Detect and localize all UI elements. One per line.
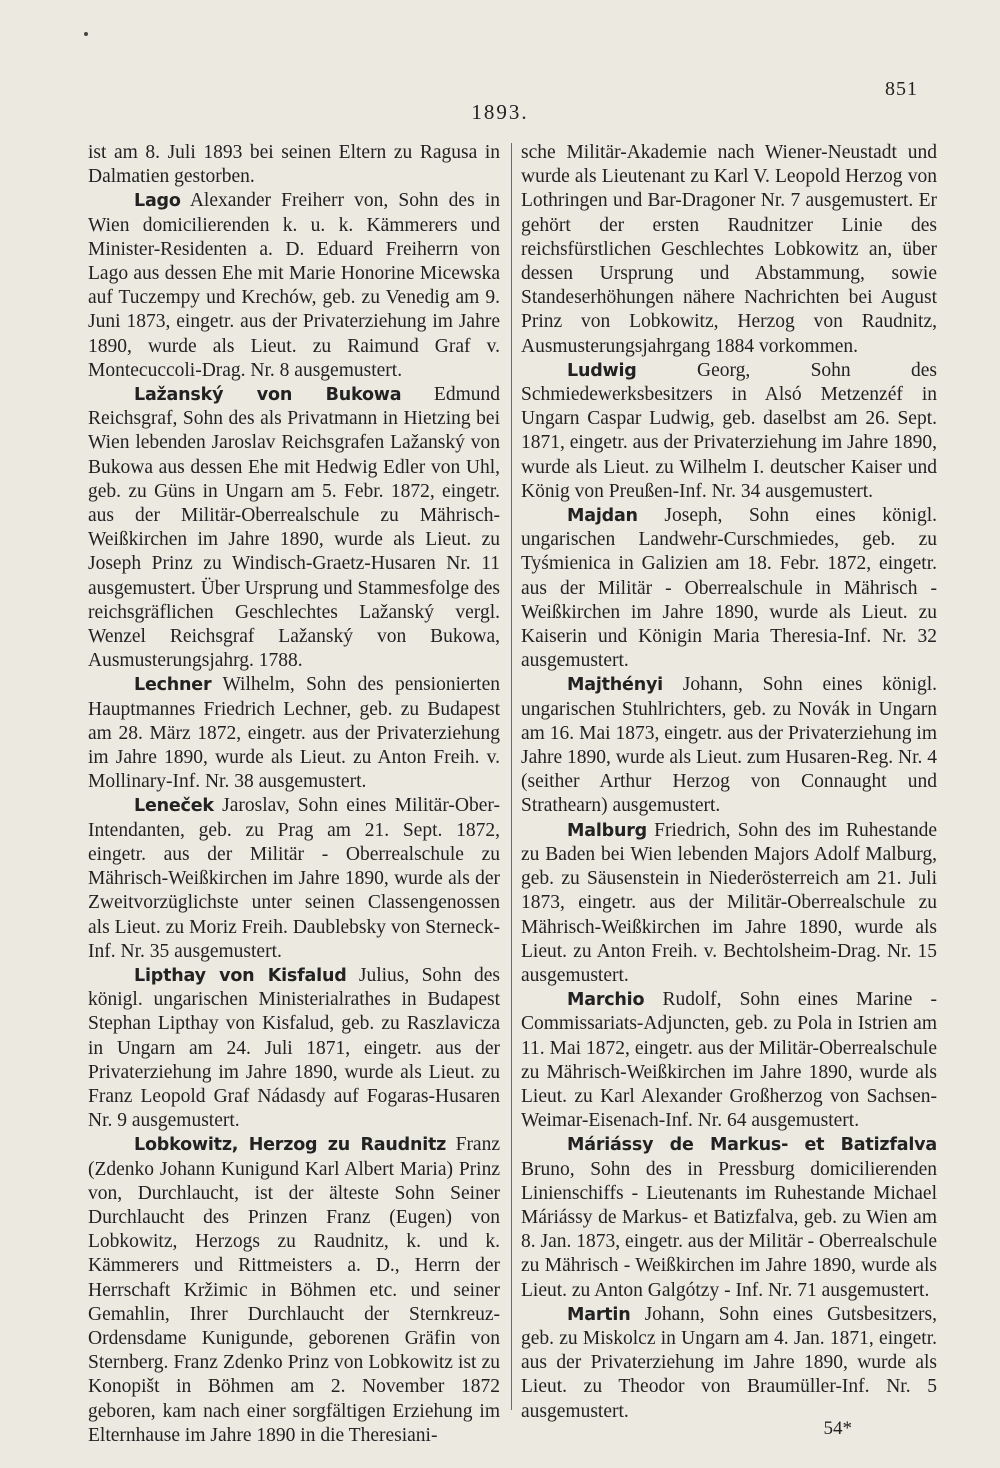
entry-lago [88, 189, 500, 383]
entry-text: Johann, Sohn eines königl. ungarischen Stuhlrichters, geb. zu Novák in Ungarn am 16. Mai 1873, eingetr. aus der Privaterziehung im Jahre 1890, wurde als Lieut. zum Husaren-Reg. Nr. 4 (seither Arthur Herzog von Connaught und Strathearn) ausgemustert. [521, 674, 938, 817]
entry-name: Ludwig [567, 360, 637, 381]
entry-lechner [88, 673, 500, 794]
page-year-heading: 1893. [471, 100, 529, 124]
column-divider [511, 143, 512, 1410]
entry-lenecek [88, 794, 500, 963]
entry-majdan [521, 504, 937, 673]
entry-continuation [521, 141, 937, 359]
entry-text: Johann, Sohn eines Gutsbesitzers, geb. zu Miskolcz in Ungarn am 4. Jan. 1871, eingetr. aus der Privaterziehung im Jahre 1890, wurde als Lieut. zu Theodor von Braumüller-Inf. Nr. 5 ausgemustert. [521, 1303, 938, 1422]
entry-continuation [88, 141, 500, 189]
entry-text: sche Militär-Akademie nach Wiener-Neustadt und wurde als Lieutenant zu Karl V. Leopold Herzog von Lothringen und Bar-Dragoner Nr. 7 ausgemustert. Er gehört der ersten Raudnitzer Linie des reichsfürstlichen Geschlechtes Lobkowitz an, über dessen Ursprung und Abstammung, sowie Standeserhöhungen nähere Nachrichten bei August Prinz von Lobkowitz, Herzog von Raudnitz, Ausmusterungsjahrgang 1884 vorkommen. [521, 142, 937, 357]
entry-name: Lechner [134, 675, 212, 696]
entry-name: Leneček [134, 796, 214, 817]
entry-name: Majthényi [567, 675, 663, 696]
entry-lobkowitz [88, 1133, 500, 1448]
entry-name: Lipthay von Kisfalud [134, 965, 347, 986]
entry-text: Friedrich, Sohn des im Ruhestande zu Baden bei Wien lebenden Majors Adolf Malburg, geb. zu Säusenstein in Niederösterreich am 21. Juli 1873, eingetr. aus der Militär-Oberrealschule zu Mährisch-Weißkirchen im Jahre 1890, wurde als Lieut. zu Anton Freih. v. Bechtolsheim-Drag. Nr. 15 ausgemustert. [521, 819, 937, 986]
entry-text: Georg, Sohn des Schmiedewerksbesitzers in Alsó Metzenzéf in Ungarn Caspar Ludwig, geb. daselbst am 26. Sept. 1871, eingetr. aus der Privaterziehung im Jahre 1890, wurde als Lieut. zu Wilhelm I. deutscher Kaiser und König von Preußen-Inf. Nr. 34 ausgemustert. [521, 359, 938, 502]
entry-name: Lago [134, 191, 181, 212]
entry-text: Alexander Freiherr von, Sohn des in Wien domicilierenden k. u. k. Kämmerers und Minister-Residenten a. D. Eduard Freiherrn von Lago aus dessen Ehe mit Marie Honorine Micewska auf Tuczempy und Krechów, geb. zu Venedig am 9. Juni 1873, eingetr. aus der Privaterziehung im Jahre 1890, wurde als Lieut. zu Raimund Graf v. Montecuccoli-Drag. Nr. 8 ausgemustert. [88, 190, 500, 381]
entry-text: ist am 8. Juli 1893 bei seinen Eltern zu Ragusa in Dalmatien gestorben. [88, 142, 500, 188]
printer-signature: 54* [823, 1418, 852, 1439]
entry-name: Máriássy de Markus- et Batizfalva [567, 1135, 937, 1156]
entry-text: Rudolf, Sohn eines Marine - Commissariats-Adjuncten, geb. zu Pola in Istrien am 11. Mai 1872, eingetr. aus der Militär-Oberrealschule zu Mährisch-Weißkirchen im Jahre 1890, wurde als Lieut. zu Karl Alexander Großherzog von Sachsen-Weimar-Eisenach-Inf. Nr. 64 ausgemustert. [521, 989, 937, 1132]
entry-name: Lažanský von Bukowa [134, 385, 402, 406]
entry-lazansky [88, 383, 500, 673]
entry-name: Majdan [567, 506, 638, 527]
entry-ludwig [521, 359, 937, 504]
entry-text: Wilhelm, Sohn des pensionierten Hauptmannes Friedrich Lechner, geb. zu Budapest am 28. März 1872, eingetr. aus der Privaterziehung im Jahre 1890, wurde als Lieut. zu Anton Freih. v. Mollinary-Inf. Nr. 38 ausgemustert. [88, 674, 500, 793]
entry-majthenyi [521, 673, 937, 818]
entry-malburg [521, 819, 937, 988]
entry-lipthay [88, 964, 500, 1133]
entry-mariassy [521, 1133, 937, 1302]
entry-text: Bruno, Sohn des in Pressburg domicilierenden Linienschiffs - Lieutenants im Ruhestande Michael Máriássy de Markus- et Batizfalva, geb. zu Wien am 8. Jan. 1873, eingetr. aus der Militär - Oberrealschule zu Mährisch - Weißkirchen im Jahre 1890, wurde als Lieut. zu Anton Galgótzy - Inf. Nr. 71 ausgemustert. [521, 1158, 937, 1301]
entry-text: Jaroslav, Sohn eines Militär-Ober-Intendanten, geb. zu Prag am 21. Sept. 1872, eingetr. aus der Militär - Oberrealschule zu Mährisch-Weißkirchen im Jahre 1890, wurde als der Zweitvorzüglichste unter seinen Classengenossen als Lieut. zu Moriz Freih. Daublebsky von Sterneck-Inf. Nr. 35 ausgemustert. [88, 795, 501, 962]
entry-name: Marchio [567, 990, 645, 1011]
page-number: 851 [885, 78, 918, 100]
left-column [88, 141, 500, 1448]
right-column [521, 141, 937, 1424]
entry-name: Malburg [567, 820, 647, 841]
entry-marchio [521, 988, 937, 1133]
entry-text: Joseph, Sohn eines königl. ungarischen Landwehr-Curschmiedes, geb. zu Tyśmienica in Galizien am 18. Febr. 1872, eingetr. aus der Militär - Oberrealschule in Mährisch - Weißkirchen im Jahre 1890, wurde als Lieut. zu Kaiserin und Königin Maria Theresia-Inf. Nr. 32 ausgemustert. [521, 505, 937, 672]
entry-text: Franz (Zdenko Johann Kunigund Karl Albert Maria) Prinz von, Durchlaucht, ist der älteste Sohn Seiner Durchlaucht des Prinzen Franz (Eugen) von Lobkowitz, Herzogs zu Raudnitz, k. und k. Kämmerers und Rittmeisters a. D., Herrn der Herrschaft Kržimic in Böhmen etc. und seiner Gemahlin, Ihrer Durchlaucht der Sternkreuz-Ordensdame Kunigunde, geborenen Gräfin von Sternberg. Franz Zdenko Prinz von Lobkowitz ist zu Konopišt in Böhmen am 2. November 1872 geboren, kam nach einer sorgfältigen Erziehung im Elternhause im Jahre 1890 in die Theresiani- [88, 1134, 500, 1446]
entry-text: Julius, Sohn des königl. ungarischen Ministerialrathes in Budapest Stephan Lipthay von Kisfalud, geb. zu Raszlavicza in Ungarn am 24. Juli 1871, eingetr. aus der Privaterziehung im Jahre 1890, wurde als Lieut. zu Franz Leopold Graf Nádasdy auf Fogaras-Husaren Nr. 9 ausgemustert. [88, 964, 501, 1132]
entry-name: Martin [567, 1304, 631, 1325]
entry-name: Lobkowitz, Herzog zu Raudnitz [134, 1135, 447, 1156]
entry-text: Edmund Reichsgraf, Sohn des als Privatmann in Hietzing bei Wien lebenden Jaroslav Reichsgrafen Lažanský von Bukowa aus dessen Ehe mit Hedwig Edler von Uhl, geb. zu Güns in Ungarn am 5. Febr. 1872, eingetr. aus der Militär-Oberrealschule zu Mährisch-Weißkirchen im Jahre 1890, wurde als Lieut. zu Joseph Prinz zu Windisch-Graetz-Husaren Nr. 11 ausgemustert. Über Ursprung und Stammesfolge des reichsgräflichen Geschlechtes Lažanský vergl. Wenzel Reichsgraf Lažanský von Bukowa, Ausmusterungsjahrg. 1788. [88, 384, 500, 672]
scan-speck [84, 32, 88, 36]
entry-martin [521, 1303, 937, 1424]
